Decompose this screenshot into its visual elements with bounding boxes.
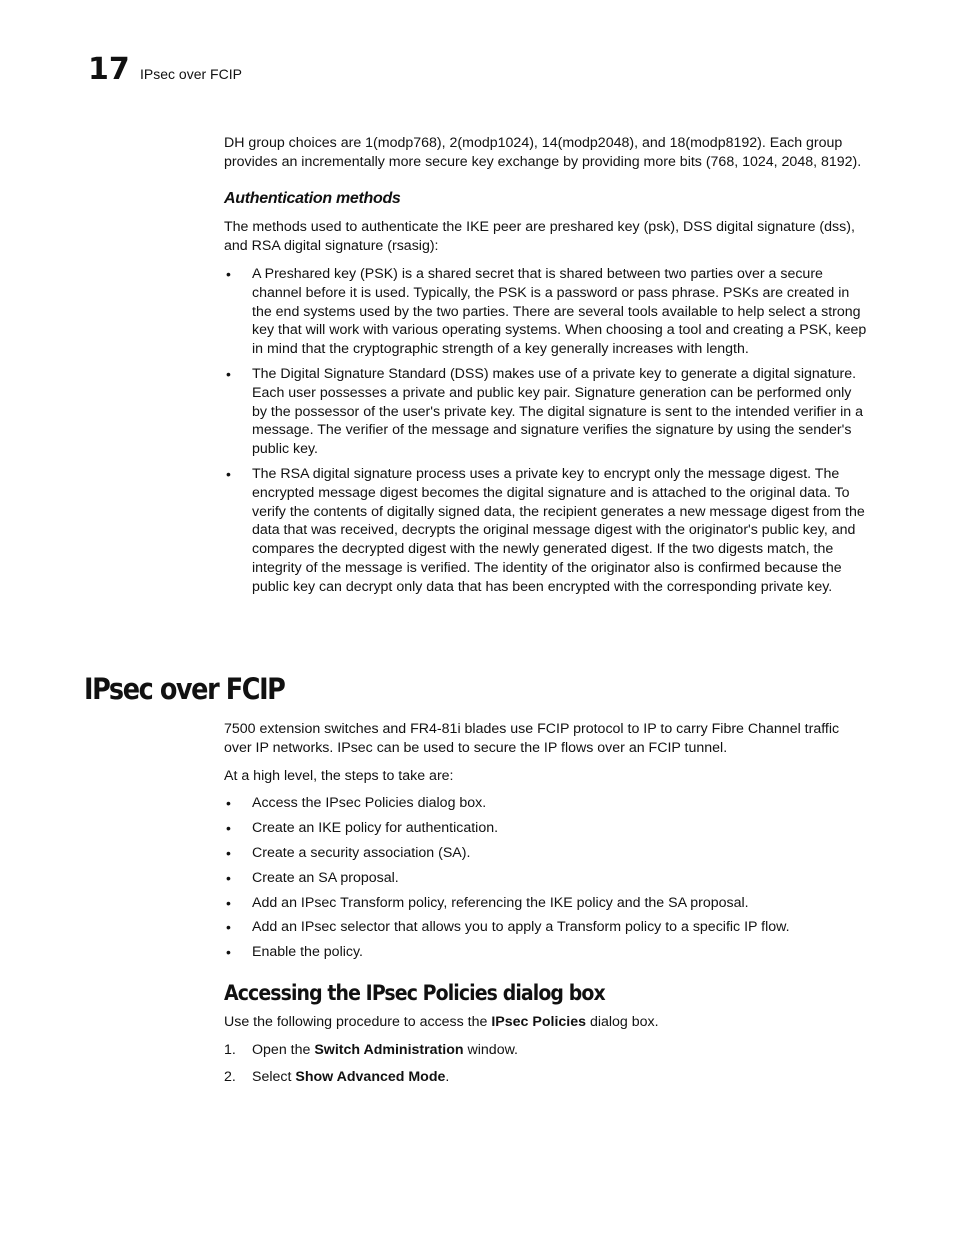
list-item: • Add an IPsec selector that allows you to apply a Transform policy to a specific IP flow.: [224, 918, 868, 937]
steps-intro-paragraph: At a high level, the steps to take are:: [224, 767, 454, 784]
ipsec-policies-term: IPsec Policies: [491, 1013, 587, 1030]
list-item: • Create a security association (SA).: [224, 844, 868, 863]
steps-bullet-list: [224, 794, 868, 962]
procedure-step: [224, 1068, 868, 1087]
list-item: • Create an IKE policy for authentication.: [224, 819, 868, 838]
step-number: 2.: [224, 1069, 236, 1086]
procedure-intro-text: Use the following procedure to access the: [224, 1013, 492, 1030]
step-text-end: .: [445, 1069, 450, 1086]
chapter-number: 17: [88, 52, 130, 87]
section-heading: IPsec over FCIP: [84, 672, 285, 706]
list-item: • A Preshared key (PSK) is a shared secret that is shared between two parties over a secure channel before it is used. Typically, the PSK is a password or pass phrase. PSKs are created in the end systems used by the two parties. There are several tools available to help select a strong key that will work with various operating systems. When choosing a tool and creating a PSK, keep in mind that the cryptographic strength of a key generally increases with length.: [224, 265, 868, 359]
show-advanced-mode-term: Show Advanced Mode: [295, 1069, 446, 1086]
procedure-step: [224, 1041, 868, 1060]
switch-administration-term: Switch Administration: [314, 1041, 464, 1058]
page-content-top: [224, 134, 868, 597]
authentication-methods-heading: Authentication methods: [224, 189, 401, 207]
step-text: Open the: [252, 1041, 315, 1058]
procedure-intro-text-end: dialog box.: [586, 1013, 659, 1030]
step-number: 1.: [224, 1041, 236, 1058]
subsection-heading: Accessing the IPsec Policies dialog box: [224, 980, 605, 1005]
procedure-steps-list: [224, 1041, 868, 1088]
list-item: • The Digital Signature Standard (DSS) makes use of a private key to generate a digital signature. Each user possesses a private and public key pair. Signature generation can be performed only by the possessor of the user's private key. The digital signature is sent to the intended verifier in a message. The verifier of the message and signature verifies the signature by using the sender's public key.: [224, 365, 868, 459]
fcip-intro-paragraph: 7500 extension switches and FR4-81i blades use FCIP protocol to IP to carry Fibre Channel traffic over IP networks. IPsec can be used to secure the IP flows over an FCIP tunnel.: [224, 721, 840, 756]
page-content-bottom: [224, 720, 868, 1087]
list-item: • The RSA digital signature process uses a private key to encrypt only the message digest. The encrypted message digest becomes the digital signature and is attached to the original data. To verify the contents of digitally signed data, the recipient generates a new message digest from the data that was received, decrypts the original message digest with the originator's public key, and compares the decrypted digest with the newly generated digest. If the two digests match, the integrity of the message is verified. The identity of the originator also is confirmed because the public key can decrypt only data that has been encrypted with the corresponding private key.: [224, 465, 868, 597]
step-text-end: window.: [463, 1041, 518, 1058]
step-text: Select: [252, 1069, 296, 1086]
list-item: • Add an IPsec Transform policy, referencing the IKE policy and the SA proposal.: [224, 894, 868, 913]
list-item: • Enable the policy.: [224, 943, 868, 962]
authentication-bullet-list: [224, 265, 868, 597]
authentication-intro-paragraph: The methods used to authenticate the IKE peer are preshared key (psk), DSS digital signature (dss), and RSA digital signature (rsasig):: [224, 219, 855, 255]
list-item: • Access the IPsec Policies dialog box.: [224, 794, 868, 813]
list-item: • Create an SA proposal.: [224, 869, 868, 888]
dh-group-paragraph: DH group choices are 1(modp768), 2(modp1024), 14(modp2048), and 18(modp8192). Each group provides an incrementally more secure key exchange by providing more bits (768, 1024, 2048, 8192).: [224, 135, 862, 170]
procedure-intro-paragraph: [224, 1013, 868, 1032]
running-header-title: IPsec over FCIP: [140, 66, 242, 82]
